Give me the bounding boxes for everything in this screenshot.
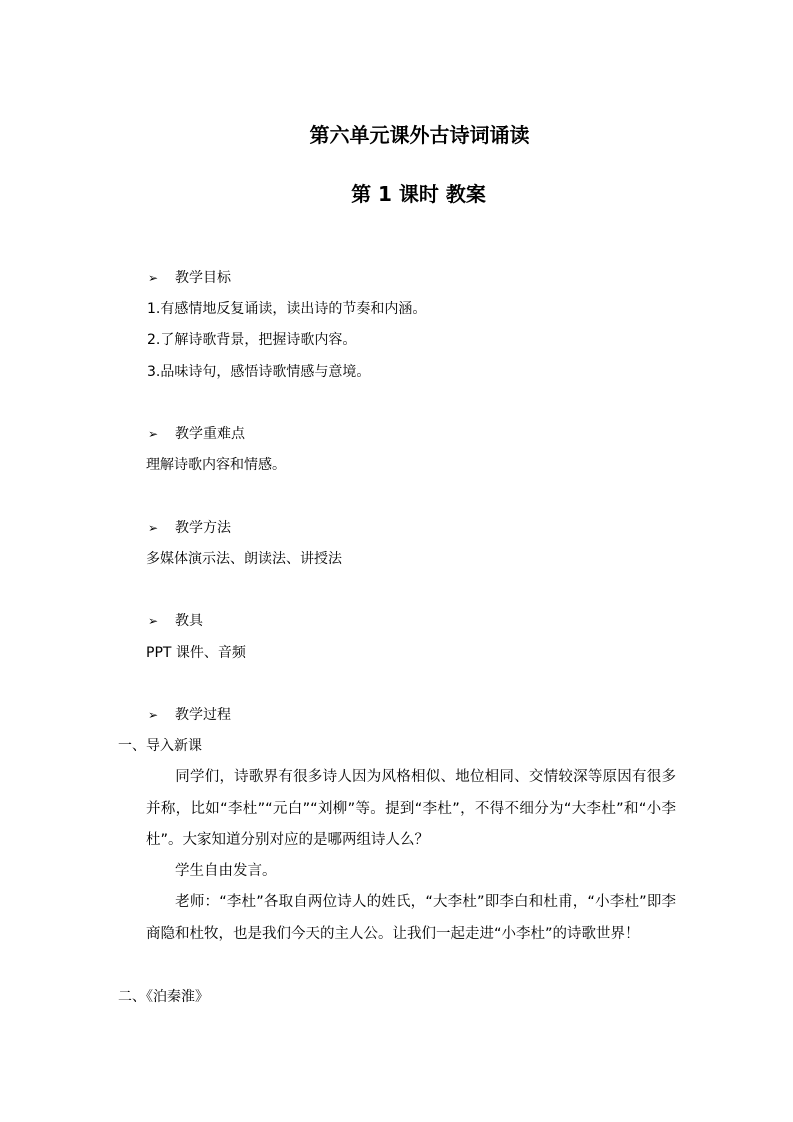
document-title: 第六单元课外古诗词诵读 — [309, 123, 530, 147]
section-heading-label: 教具 — [175, 613, 203, 629]
arrow-bullet-icon: ➢ — [148, 708, 159, 722]
process-part1-paragraph — [146, 856, 676, 888]
process-part1-paragraph — [146, 887, 676, 950]
document-subtitle: 第 1 课时 教案 — [351, 182, 486, 206]
section-heading-label: 教学重难点 — [175, 426, 245, 442]
process-part1-title: 一、导入新课 — [118, 738, 202, 754]
section-heading-goals — [148, 269, 231, 287]
goal-item: 3.品味诗句，感悟诗歌情感与意境。 — [147, 364, 371, 380]
process-part2-title: 二、《泊秦淮》 — [118, 989, 209, 1005]
tools-text: PPT 课件、音频 — [146, 645, 246, 661]
section-heading-key-points — [148, 425, 245, 443]
key-points-text: 理解诗歌内容和情感。 — [146, 457, 286, 473]
goal-item: 2.了解诗歌背景，把握诗歌内容。 — [147, 332, 357, 348]
paragraph-text: 学生自由发言。 — [175, 863, 277, 879]
section-heading-methods — [148, 519, 231, 537]
section-heading-label: 教学方法 — [175, 520, 231, 536]
arrow-bullet-icon: ➢ — [148, 614, 159, 628]
section-heading-tools — [148, 612, 203, 630]
paragraph-text: 老师：“李杜”各取自两位诗人的姓氏，“大李杜”即李白和杜甫，“小李杜”即李商隐和杜牧，也是我们今天的主人公。让我们一起走进“小李杜”的诗歌世界！ — [146, 894, 676, 942]
paragraph-text: 同学们，诗歌界有很多诗人因为风格相似、地位相同、交情较深等原因有很多并称，比如“李杜”“元白”“刘柳”等。提到“李杜”，不得不细分为“大李杜”和“小李杜”。大家知道分别对应的是哪两组诗人么？ — [146, 769, 676, 848]
process-part1-paragraph — [146, 762, 676, 857]
section-heading-process — [148, 706, 231, 724]
arrow-bullet-icon: ➢ — [148, 427, 159, 441]
arrow-bullet-icon: ➢ — [148, 271, 159, 285]
section-heading-label: 教学目标 — [175, 270, 231, 286]
methods-text: 多媒体演示法、朗读法、讲授法 — [146, 551, 342, 567]
section-heading-label: 教学过程 — [175, 707, 231, 723]
goal-item: 1.有感情地反复诵读，读出诗的节奏和内涵。 — [147, 301, 427, 317]
arrow-bullet-icon: ➢ — [148, 521, 159, 535]
